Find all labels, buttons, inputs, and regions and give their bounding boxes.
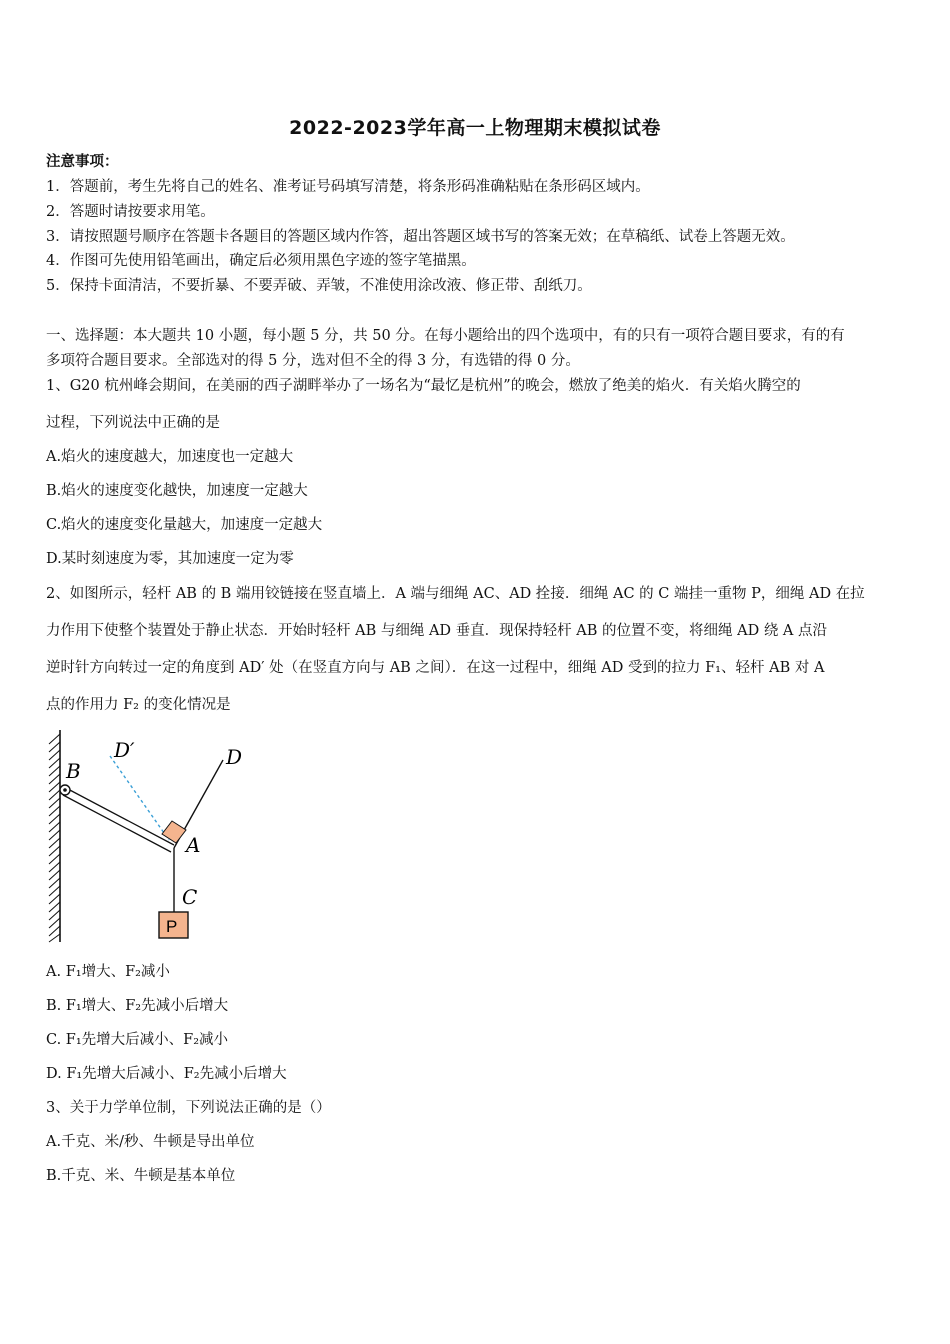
notice-item: 3．请按照题号顺序在答题卡各题目的答题区域内作答，超出答题区域书写的答案无效；在草稿纸、试卷上答题无效。	[46, 229, 795, 245]
question-1-option-b: B.焰火的速度变化越快，加速度一定越大	[46, 483, 308, 499]
label-d-prime: D′	[114, 738, 135, 762]
question-1-option-c: C.焰火的速度变化量越大，加速度一定越大	[46, 517, 323, 533]
label-a: A	[186, 833, 201, 857]
question-1-option-a: A.焰火的速度越大，加速度也一定越大	[46, 449, 294, 465]
question-2-option-b: B. F₁增大、F₂先减小后增大	[46, 998, 229, 1014]
notice-item: 2．答题时请按要求用笔。	[46, 204, 215, 220]
label-d: D	[226, 745, 243, 769]
question-2-stem: 点的作用力 F₂ 的变化情况是	[46, 697, 231, 713]
question-2-stem: 逆时针方向转过一定的角度到 AD′ 处（在竖直方向与 AB 之间）．在这一过程中，细绳 AD 受到的拉力 F₁、轻杆 AB 对 A	[46, 660, 825, 676]
question-2-option-c: C. F₁先增大后减小、F₂减小	[46, 1032, 229, 1048]
label-p: P	[166, 917, 178, 936]
rod-ab-edge	[63, 795, 171, 852]
section-intro: 多项符合题目要求。全部选对的得 5 分，选对但不全的得 3 分，有选错的得 0 分。	[46, 353, 580, 369]
question-3-option-a: A.千克、米/秒、牛顿是导出单位	[46, 1134, 255, 1150]
rod-ab-edge	[66, 788, 174, 845]
question-2-stem: 2、如图所示，轻杆 AB 的 B 端用铰链接在竖直墙上．A 端与细绳 AC、AD 拴接．细绳 AC 的 C 端挂一重物 P，细绳 AD 在拉	[46, 586, 865, 602]
label-c: C	[182, 885, 198, 909]
wall-hatching	[49, 734, 60, 942]
question-2-stem: 力作用下使整个装置处于静止状态．开始时轻杆 AB 与细绳 AD 垂直．现保持轻杆 AB 的位置不变，将细绳 AD 绕 A 点沿	[46, 623, 828, 639]
question-3-option-b: B.千克、米、牛顿是基本单位	[46, 1168, 236, 1184]
question-1-option-d: D.某时刻速度为零，其加速度一定为零	[46, 551, 294, 567]
hinge-b-pin	[63, 788, 67, 792]
notice-item: 1．答题前，考生先将自己的姓名、准考证号码填写清楚，将条形码准确粘贴在条形码区域内。	[46, 179, 650, 195]
page-title: 2022-2023学年高一上物理期末模拟试卷	[289, 117, 661, 139]
label-b: B	[66, 759, 81, 783]
notice-item: 4．作图可先使用铅笔画出，确定后必须用黑色字迹的签字笔描黑。	[46, 253, 476, 269]
lever-rope-diagram	[40, 728, 270, 946]
section-intro: 一、选择题：本大题共 10 小题，每小题 5 分，共 50 分。在每小题给出的四个选项中，有的只有一项符合题目要求，有的有	[46, 328, 845, 344]
question-3-stem: 3、关于力学单位制，下列说法正确的是（）	[46, 1100, 331, 1116]
question-1-stem: 过程，下列说法中正确的是	[46, 415, 220, 431]
question-2-option-d: D. F₁先增大后减小、F₂先减小后增大	[46, 1066, 287, 1082]
right-angle-marker	[162, 821, 186, 843]
notice-heading: 注意事项：	[46, 153, 119, 170]
notice-item: 5．保持卡面清洁，不要折暴、不要弄破、弄皱，不准使用涂改液、修正带、刮纸刀。	[46, 278, 592, 294]
question-1-stem: 1、G20 杭州峰会期间，在美丽的西子湖畔举办了一场名为“最忆是杭州”的晚会，燃放了绝美的焰火．有关焰火腾空的	[46, 378, 801, 394]
question-2-option-a: A. F₁增大、F₂减小	[46, 964, 170, 980]
